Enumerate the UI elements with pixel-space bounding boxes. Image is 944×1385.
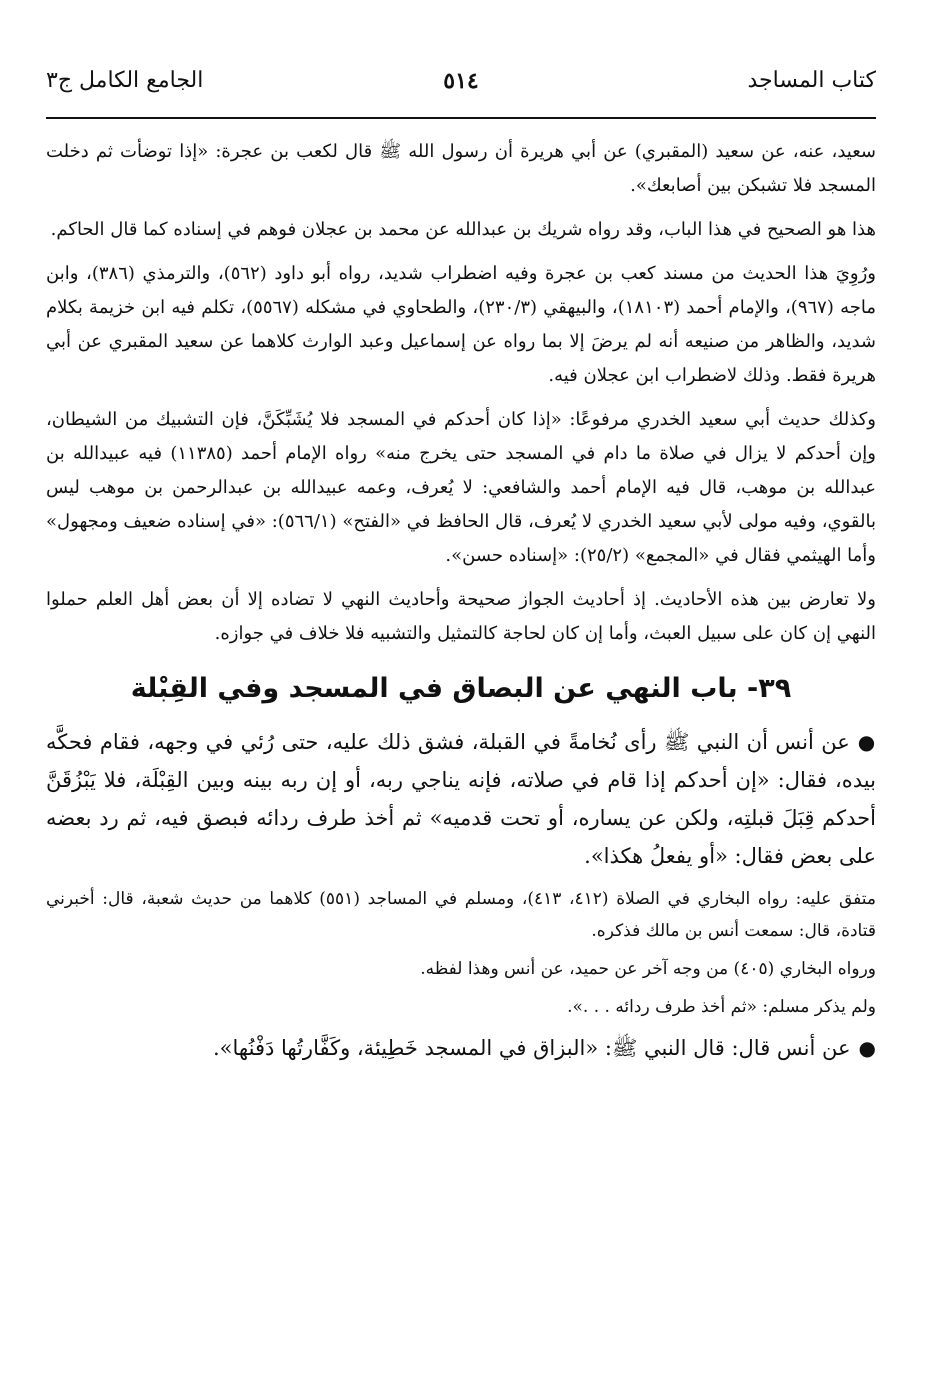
paragraph: ورُوِيَ هذا الحديث من مسند كعب بن عجرة وفيه اضطراب شديد، رواه أبو داود (٥٦٢)، والترمذي (٣٨٦)، وابن ماجه (٩٦٧)، والإمام أحمد (١٨١٠٣)، والبيهقي (٢٣٠/٣)، والطحاوي في مشكله (٥٥٦٧)، تكلم فيه ابن خزيمة بكلام شديد، والظاهر من صنيعه أنه لم يرضَ إلا بما رواه عن إسماعيل وعبد الوارث كلاهما عن سعيد المقبري عن أبي هريرة فقط. وذلك لاضطراب ابن عجلان فيه. [46,263,877,386]
header-divider [46,117,876,119]
book-page [46,0,876,1385]
hadith-body: عن أنس أن النبي ﷺ رأى نُخامةً في القبلة، فشق ذلك عليه، حتى رُئي في وجهه، فقام فحكَّه بيده، فقال: «إن أحدكم إذا قام في صلاته، فإنه يناجي ربه، أو إن ربه بينه وبين القِبْلَة، فلا يَبْزُقَنَّ أحدكم قِبَلَ قبلتِه، ولكن عن يساره، أو تحت قدميه» ثم أخذ طرف ردائه فبصق فيه، ثم رد بعضه على بعض فقال: «أو يفعلُ هكذا». [46,730,876,868]
bullet-icon: ● [858,1036,876,1060]
volume-title: الجامع الكامل ج٣ [46,68,204,93]
commentary-block [46,135,876,651]
hadith-text [46,1029,876,1067]
hadith-block [46,1029,876,1067]
page-content [46,135,876,1075]
bullet-icon: ● [857,730,876,754]
paragraph: ولا تعارض بين هذه الأحاديث. إذ أحاديث الجواز صحيحة وأحاديث النهي لا تضاده إلا أن بعض أهل العلم حملوا النهي إن كان على سبيل العبث، وأما إن كان لحاجة كالتمثيل والتشبيه فلا خلاف في جوازه. [46,589,876,644]
paragraph: وكذلك حديث أبي سعيد الخدري مرفوعًا: «إذا كان أحدكم في المسجد فلا يُشَبِّكَنَّ، فإن التشبيك من الشيطان، وإن أحدكم لا يزال في صلاة ما دام في المسجد حتى يخرج منه» رواه الإمام أحمد (١١٣٨٥) فيه عبيدالله بن عبدالله بن موهب، قال فيه الإمام أحمد والشافعي: لا يُعرف، وعمه عبيدالله بن عبدالرحمن بن موهب ليس بالقوي، وفيه مولى لأبي سعيد الخدري لا يُعرف، قال الحافظ في «الفتح» (٥٦٦/١): «في إسناده ضعيف ومجهول» وأما الهيثمي فقال في «المجمع» (٢٥/٢): «إسناده حسن». [46,409,877,566]
note: ورواه البخاري (٤٠٥) من وجه آخر عن حميد، عن أنس وهذا لفظه. [420,959,876,979]
hadith-body: عن أنس قال: قال النبي ﷺ: «البزاق في المسجد خَطِيئة، وكَفَّارتُها دَفْنُها». [213,1036,851,1060]
page-header [46,68,876,108]
paragraph: هذا هو الصحيح في هذا الباب، وقد رواه شريك بن عبدالله عن محمد بن عجلان فوهم في إسناده كما قال الحاكم. [50,219,876,240]
hadith-block [46,723,876,875]
section-heading: ٣٩- باب النهي عن البصاق في المسجد وفي القِبْلة [130,673,792,704]
book-title: كتاب المساجد [747,68,876,93]
note: ولم يذكر مسلم: «ثم أخذ طرف ردائه . . .». [567,997,876,1017]
page-number: ٥١٤ [443,68,479,94]
hadith-text [46,723,876,875]
note: متفق عليه: رواه البخاري في الصلاة (٤١٢، ٤١٣)، ومسلم في المساجد (٥٥١) كلاهما من حديث شعبة، قال: أخبرني قتادة، قال: سمعت أنس بن مالك فذكره. [46,889,877,941]
takhrij-block [46,883,876,1023]
paragraph: سعيد، عنه، عن سعيد (المقبري) عن أبي هريرة أن رسول الله ﷺ قال لكعب بن عجرة: «إذا توضأت ثم دخلت المسجد فلا تشبكن بين أصابعك». [46,141,876,196]
